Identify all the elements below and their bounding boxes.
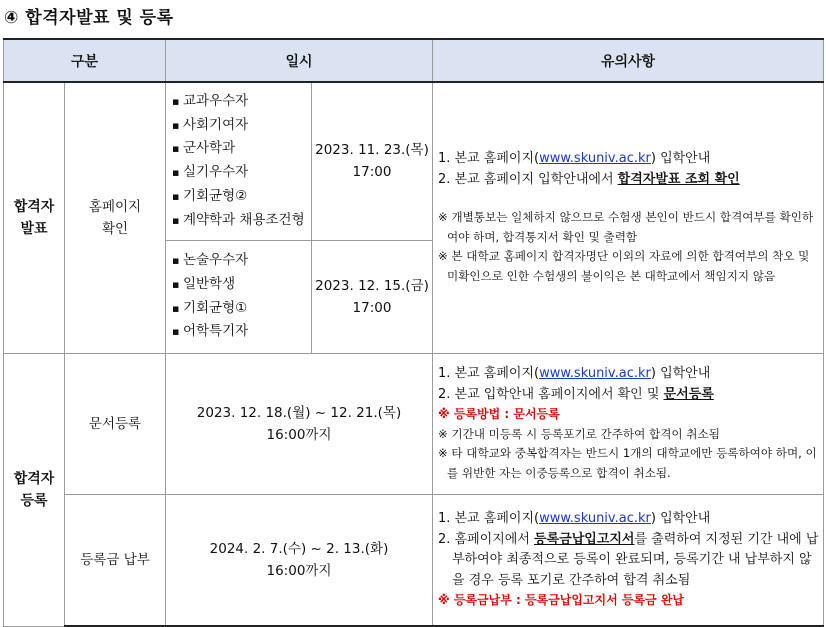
- announce-group-2-list: [166, 240, 312, 353]
- note-line-1: 1. 본교 홈페이지(www.skuniv.ac.kr) 입학안내: [438, 511, 711, 526]
- list-item: ▪ 어학특기자: [172, 320, 311, 344]
- announce-group-2-datetime: [312, 240, 433, 353]
- announce-method: 홈페이지 확인: [65, 82, 166, 353]
- register-row-doc: [4, 353, 824, 494]
- note-line-1: 1. 본교 홈페이지(www.skuniv.ac.kr) 입학안내: [438, 366, 711, 381]
- list-item: ▪ 일반학생: [172, 273, 311, 297]
- list-item: ▪ 기회균형①: [172, 297, 311, 321]
- homepage-link[interactable]: www.skuniv.ac.kr: [539, 151, 651, 167]
- date-text: 2023. 12. 15.(금): [315, 277, 429, 294]
- note-emphasis: 문서등록: [663, 386, 714, 402]
- homepage-link[interactable]: www.skuniv.ac.kr: [539, 366, 651, 381]
- date-text: 2023. 12. 18.(월) ~ 12. 21.(목): [196, 404, 402, 421]
- note-line-2: 2. 본교 홈페이지 입학안내에서 합격자발표 조회 확인: [438, 171, 740, 187]
- schedule-table: [3, 38, 824, 627]
- register-fee-method: 등록금 납부: [65, 494, 166, 626]
- note-sub-2: ※ 타 대학교와 중복합격자는 반드시 1개의 대학교에만 등록하여야 하며, 이를 위반한 자는 이중등록으로 합격이 취소됨.: [438, 446, 817, 480]
- header-notes: 유의사항: [433, 39, 824, 82]
- date-text: 2024. 2. 7.(수) ~ 2. 13.(화): [209, 540, 389, 557]
- list-item: ▪ 기회균형②: [172, 185, 311, 209]
- register-row-fee: [4, 494, 824, 626]
- note-sub-1: ※ 개별통보는 일체하지 않으므로 수험생 본인이 반드시 합격여부를 확인하여야 하며, 합격통지서 확인 및 출력함: [438, 210, 814, 244]
- register-doc-method: 문서등록: [65, 353, 166, 494]
- list-item: ▪ 계약학과 채용조건형: [172, 209, 311, 233]
- announce-group-1-list: [166, 82, 312, 240]
- section-title: ④ 합격자발표 및 등록: [4, 8, 174, 28]
- list-item: ▪ 교과우수자: [172, 90, 311, 114]
- list-item: ▪ 군사학과: [172, 137, 311, 161]
- header-row: [4, 39, 824, 82]
- note-sub-2: ※ 본 대학교 홈페이지 합격자명단 이외의 자료에 의한 합격여부의 착오 및 미확인으로 인한 수험생의 불이익은 본 대학교에서 책임지지 않음: [438, 249, 810, 283]
- note-line-1: 1. 본교 홈페이지(www.skuniv.ac.kr) 입학안내: [438, 151, 711, 167]
- register-label: 합격자 등록: [4, 353, 65, 626]
- note-emphasis: 합격자발표 조회 확인: [617, 171, 740, 187]
- note-line-2: 2. 홈페이지에서 등록금납입고지서를 출력하여 지정된 기간 내에 납부하여야 최종적으로 등록이 완료되며, 등록기간 내 납부하지 않을 경우 등록 포기로 간주하여 합격 취소됨: [438, 531, 819, 588]
- note-sub-1: ※ 기간내 미등록 시 등록포기로 간주하여 합격이 취소됨: [438, 426, 720, 441]
- note-emphasis: 등록금납입고지서: [534, 531, 635, 547]
- note-red: ※ 등록방법 : 문서등록: [438, 407, 560, 421]
- note-red: ※ 등록금납부 : 등록금납입고지서 등록금 완납: [438, 593, 685, 607]
- header-datetime: 일시: [166, 39, 433, 82]
- announce-row-1: [4, 82, 824, 240]
- announce-notes: [433, 82, 824, 353]
- time-text: 17:00: [352, 299, 392, 316]
- announce-label: 합격자 발표: [4, 82, 65, 353]
- list-item: ▪ 논술우수자: [172, 249, 311, 273]
- register-fee-notes: [433, 494, 824, 626]
- header-category: 구분: [4, 39, 166, 82]
- note-line-2: 2. 본교 입학안내 홈페이지에서 확인 및 문서등록: [438, 386, 714, 402]
- register-fee-datetime: [166, 494, 433, 626]
- list-item: ▪ 실기우수자: [172, 161, 311, 185]
- list-item: ▪ 사회기여자: [172, 114, 311, 138]
- date-text: 2023. 11. 23.(목): [315, 142, 429, 159]
- time-text: 16:00까지: [266, 426, 332, 443]
- time-text: 16:00까지: [266, 562, 332, 579]
- register-doc-datetime: [166, 353, 433, 494]
- time-text: 17:00: [352, 164, 392, 181]
- homepage-link[interactable]: www.skuniv.ac.kr: [539, 511, 651, 526]
- register-doc-notes: [433, 353, 824, 494]
- announce-group-1-datetime: [312, 82, 433, 240]
